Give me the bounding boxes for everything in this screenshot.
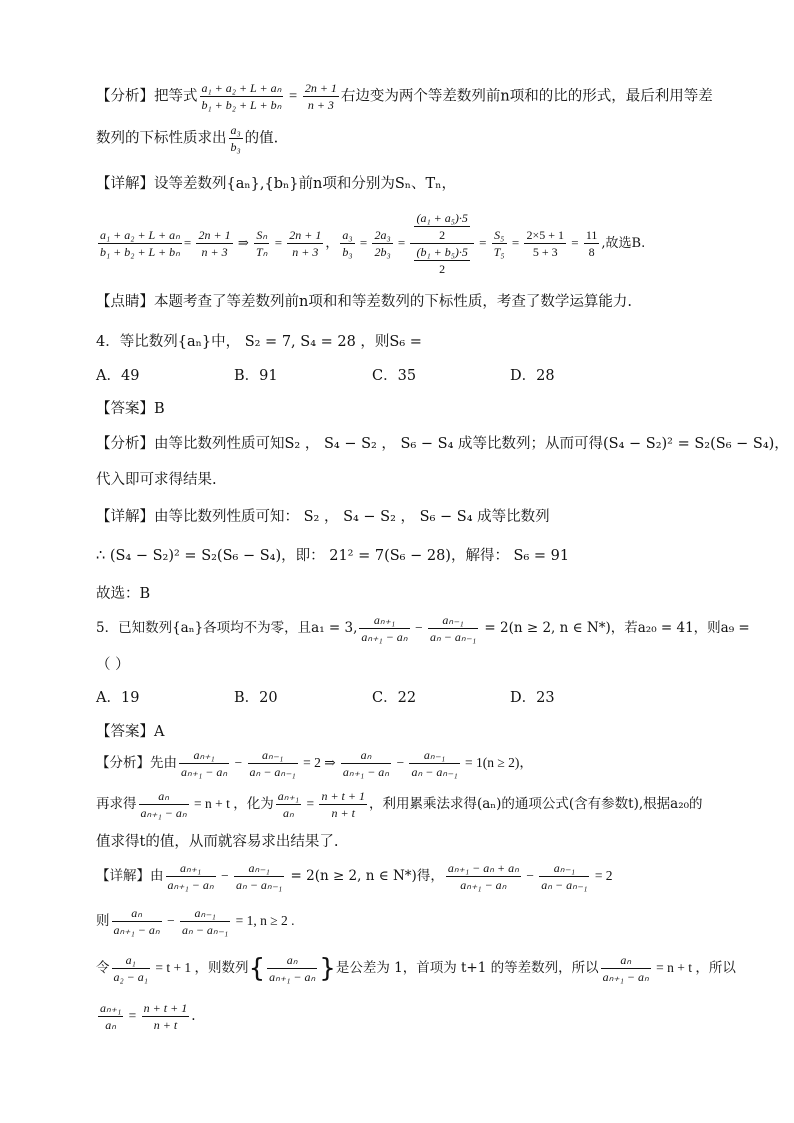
q5-analysis-line3: 值求得t的值，从而就容易求出结果了. <box>96 834 339 850</box>
remark-tag: 【点睛】 <box>96 294 154 310</box>
q4-choice-b: B．91 <box>234 368 278 384</box>
q4-detail-line1: 【详解】由等比数列性质可知： S₂ ， S₄ − S₂ ， S₆ − S₄ 成等比数列 <box>96 509 550 525</box>
q5-analysis-line1: 【分析】先由 $\frac{\text{aₙ₊₁}}{\text{aₙ₊₁ − aₙ}}$ − $\frac{\text{aₙ₋₁}}{\text{aₙ − aₙ₋₁}}$ = 2 ⇒ $\frac{\text{aₙ}}{\text{aₙ₊₁ − aₙ}}$ − $\frac{\text{aₙ₋₁}}{\text{aₙ − aₙ₋₁}}$ = 1(n ≥ 2)， <box>96 748 533 779</box>
q3-remark: 【点睛】本题考查了等差数列前n项和和等差数列的下标性质，考查了数学运算能力. <box>96 294 632 310</box>
q4-choice-d: D．28 <box>510 368 555 384</box>
left-brace: { <box>248 953 266 984</box>
q4-analysis-line2: 代入即可求得结果. <box>96 472 217 488</box>
q5-detail-line1: 【详解】由 $\frac{\text{aₙ₊₁}}{\text{aₙ₊₁ − aₙ}}$ − $\frac{\text{aₙ₋₁}}{\text{aₙ − aₙ₋₁}}$ = 2(n ≥ 2, n ∈ N*)得， $\frac{\text{aₙ₊₁ − aₙ + aₙ}}{\text{aₙ₊₁ − aₙ}}$ − $\frac{\text{aₙ₋₁}}{\text{aₙ − aₙ₋₁}}$ = 2 <box>96 861 613 892</box>
q5-detail-line3: 令 $\frac{\text{a₁}}{\text{a₂ − a₁}}$ = t + 1 ，则数列{ $\frac{\text{aₙ}}{\text{aₙ₊₁ − aₙ}}$ }是公差为 1，首项为 t+1 的等差数列，所以 $\frac{\text{aₙ}}{\text{aₙ₊₁ − aₙ}}$ = n + t ，所以 <box>96 953 736 984</box>
q4-detail-line2: ∴ (S₄ − S₂)² = S₂(S₆ − S₄)，即： 21² = 7(S₆ − 28)，解得： S₆ = 91 <box>96 548 570 564</box>
q5-detail-line2: 则 $\frac{\text{aₙ}}{\text{aₙ₊₁ − aₙ}}$ − $\frac{\text{aₙ₋₁}}{\text{aₙ − aₙ₋₁}}$ = 1, n ≥ 2 . <box>96 906 295 937</box>
analysis-tag: 【分析】 <box>96 88 154 105</box>
q5-stem-line1: 5．已知数列{aₙ}各项均不为零，且a₁ = 3, $\frac{\text{aₙ₊₁}}{\text{aₙ₊₁ − aₙ}}$ − $\frac{\text{aₙ₋₁}}{\text{aₙ − aₙ₋₁}}$ = 2(n ≥ 2, n ∈ N*)，若a₂₀ = 41，则a₉ = <box>96 613 750 644</box>
q5-choice-c: C．22 <box>372 690 417 706</box>
q5-stem-line2: （ ） <box>96 657 130 673</box>
q5-choice-b: B．20 <box>234 690 278 706</box>
q4-choice-a: A．49 <box>96 368 140 384</box>
q3-analysis-line2: 数列的下标性质求出 $\frac{\text{a₃}}{\text{b₃}}$ 的值. <box>96 123 279 154</box>
q3-detail-line1: 【详解】设等差数列{aₙ},{bₙ}前n项和分别为Sₙ、Tₙ， <box>96 176 456 192</box>
q5-choice-a: A．19 <box>96 690 140 706</box>
q5-choice-d: D．23 <box>510 690 555 706</box>
fraction: $\frac{2n + 1}{n + 3}$ <box>304 81 337 112</box>
q4-answer: 【答案】B <box>96 401 165 417</box>
fraction: $\frac{\text{a₁ + a₂ + L + aₙ}}{\text{b₁ + b₂ + L + bₙ}}$ <box>201 81 282 112</box>
q3-detail-line2: $\frac{\text{a₁ + a₂ + L + aₙ}}{\text{b₁ + b₂ + L + bₙ}}$ = $\frac{2n + 1}{n + 3}$ ⇒ $\frac{\text{Sₙ}}{\text{Tₙ}}$ = $\frac{2n + 1}{n + 3}$ ， $\frac{\text{a₃}}{\text{b₃}}$ = $\frac{\text{2a₃}}{\text{2b₃}}$ = $\frac{\frac{\text{(a₁ + a₅)·5}}{2}}{\frac{\text{(b₁ + b₅)·5}}{2}}$ = $\frac{\text{S₅}}{\text{T₅}}$ = $\frac{2\times 5 + 1}{5 + 3}$ = $\frac{11}{8}$ ,故选B. <box>100 211 646 276</box>
q5-analysis-line2: 再求得 $\frac{\text{aₙ}}{\text{aₙ₊₁ − aₙ}}$ = n + t ，化为 $\frac{\text{aₙ₊₁}}{\text{aₙ}}$ = $\frac{n + t + 1}{n + t}$ ，利用累乘法求得(aₙ)的通项公式(含有参数t),根据a₂₀的 <box>96 789 703 820</box>
q4-analysis-line1: 【分析】由等比数列性质可知S₂ ， S₄ − S₂ ， S₆ − S₄ 成等比数列；从而可得(S₄ − S₂)² = S₂(S₆ − S₄)， <box>96 436 789 452</box>
detail-tag: 【详解】 <box>96 176 154 192</box>
q4-stem: 4．等比数列{aₙ}中， S₂ = 7, S₄ = 28 ，则S₆ = <box>96 334 422 350</box>
q5-answer: 【答案】A <box>96 724 165 740</box>
right-brace: } <box>319 953 336 984</box>
fraction: $\frac{\text{a₃}}{\text{b₃}}$ <box>230 123 241 154</box>
q4-detail-line3: 故选：B <box>96 586 151 602</box>
q3-analysis-line1: 【分析】把等式 $\frac{\text{a₁ + a₂ + L + aₙ}}{\text{b₁ + b₂ + L + bₙ}}$ = $\frac{2n + 1}{n + 3}$ 右边变为两个等差数列前n项和的比的形式，最后利用等差 <box>96 81 713 112</box>
q5-detail-line4: $\frac{\text{aₙ₊₁}}{\text{aₙ}}$ = $\frac{n + t + 1}{n + t}$ . <box>100 1001 196 1032</box>
q4-choice-c: C．35 <box>372 368 417 384</box>
compound-fraction: $\frac{\frac{\text{(a₁ + a₅)·5}}{2}}{\frac{\text{(b₁ + b₅)·5}}{2}}$ <box>410 210 473 277</box>
